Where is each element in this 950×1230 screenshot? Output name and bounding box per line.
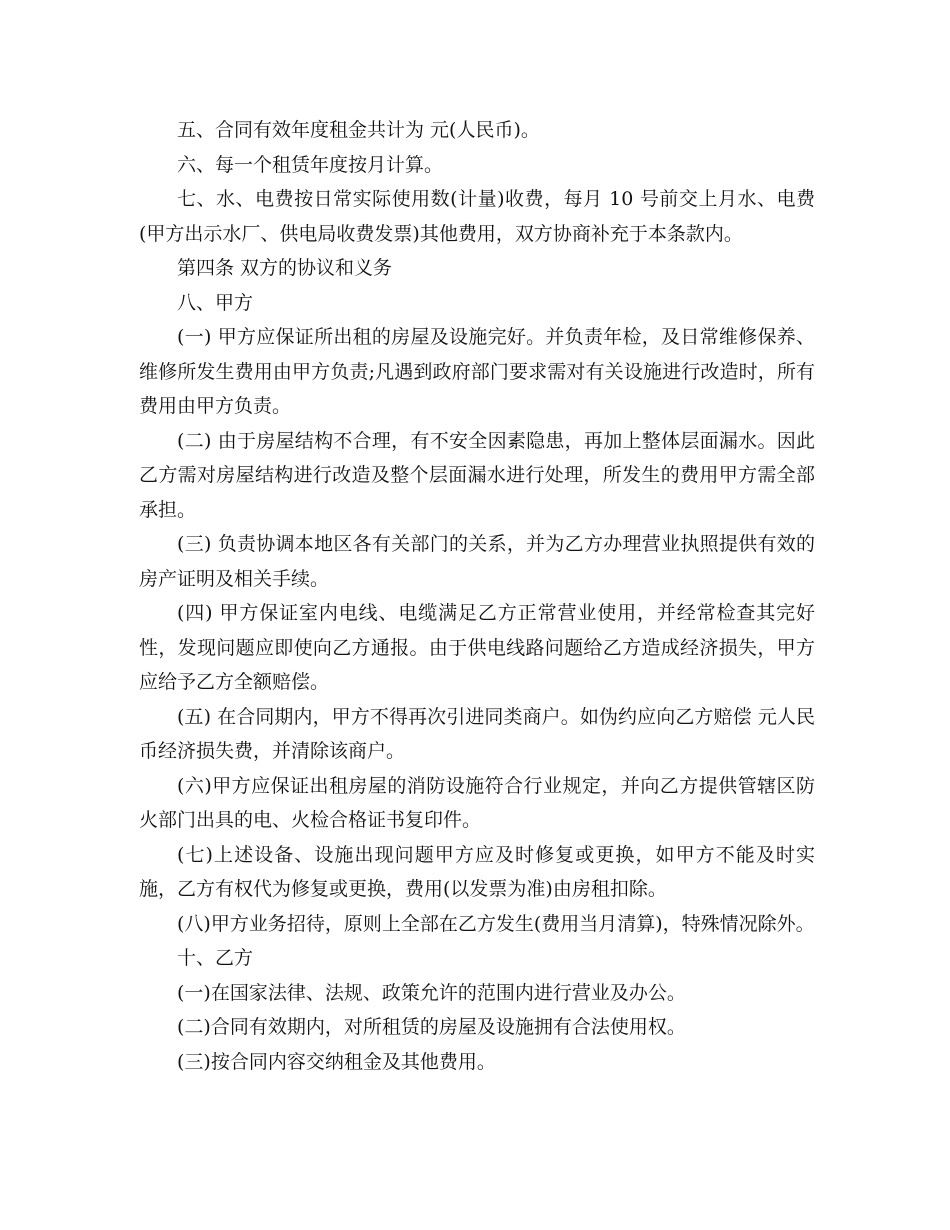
clause-6-monthly-calculation: 六、每一个租赁年度按月计算。 <box>177 153 444 176</box>
clause-7-utilities: 七、水、电费按日常实际使用数(计量)收费，每月 10 号前交上月水、电费(甲方出示水厂、供电局收费发票)其他费用，双方协商补充于本条款内。 <box>139 188 815 245</box>
party-a-item-8: (八)甲方业务招待，原则上全部在乙方发生(费用当月清算)，特殊情况除外。 <box>177 912 815 935</box>
party-a-item-7: (七)上述设备、设施出现问题甲方应及时修复或更换，如甲方不能及时实施，乙方有权代为修复或更换，费用(以发票为准)由房租扣除。 <box>139 843 815 900</box>
clause-5-total-rent: 五、合同有效年度租金共计为 元(人民币)。 <box>177 119 540 141</box>
party-b-item-2: (二)合同有效期内，对所租赁的房屋及设施拥有合法使用权。 <box>177 1016 686 1038</box>
section-8-party-a-heading: 八、甲方 <box>177 291 254 314</box>
party-a-item-4: (四) 甲方保证室内电线、电缆满足乙方正常营业使用，并经常检查其完好性，发现问题应即使向乙方通报。由于供电线路问题给乙方造成经济损失，甲方应给予乙方全额赔偿。 <box>139 602 815 693</box>
document-body <box>139 113 815 1079</box>
section-10-party-b-heading: 十、乙方 <box>177 947 254 969</box>
party-a-item-2: (二) 由于房屋结构不合理，有不安全因素隐患，再加上整体层面漏水。因此乙方需对房屋结构进行改造及整个层面漏水进行处理，所发生的费用甲方需全部承担。 <box>139 429 815 521</box>
party-a-item-6: (六)甲方应保证出租房屋的消防设施符合行业规定，并向乙方提供管辖区防火部门出具的电、火检合格证书复印件。 <box>139 774 815 831</box>
party-a-item-5: (五) 在合同期内，甲方不得再次引进同类商户。如伪约应向乙方赔偿 元人民币经济损失费，并清除该商户。 <box>139 705 815 762</box>
party-b-item-3: (三)按合同内容交纳租金及其他费用。 <box>177 1050 496 1073</box>
article-4-heading: 第四条 双方的协议和义务 <box>177 257 393 279</box>
party-b-item-1: (一)在国家法律、法规、政策允许的范围内进行营业及办公。 <box>177 981 686 1004</box>
party-a-item-1: (一) 甲方应保证所出租的房屋及设施完好。并负责年检，及日常维修保养、维修所发生费用由甲方负责;凡遇到政府部门要求需对有关设施进行改造时，所有费用由甲方负责。 <box>139 326 815 417</box>
party-a-item-3: (三) 负责协调本地区各有关部门的关系，并为乙方办理营业执照提供有效的房产证明及相关手续。 <box>139 533 815 590</box>
